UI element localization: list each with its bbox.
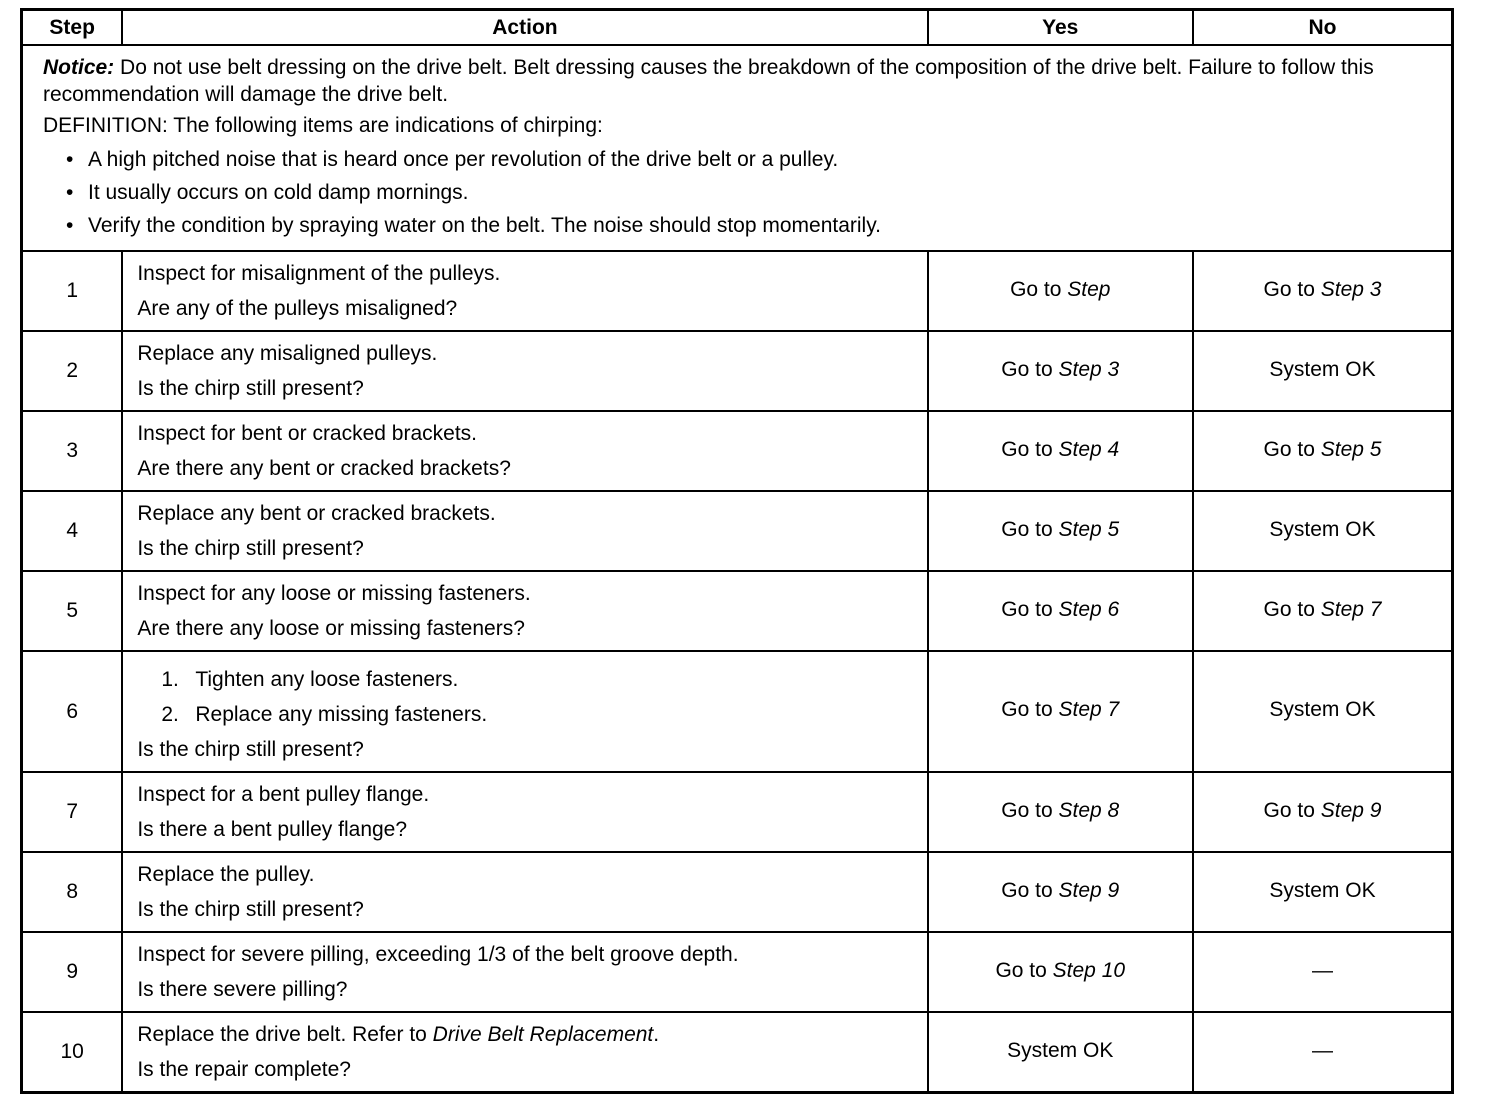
action-cell [122, 772, 927, 852]
definition-text: DEFINITION: The following items are indications of chirping: [43, 114, 603, 137]
step-number: 2 [22, 331, 123, 411]
step-row [22, 852, 1453, 932]
step-number: 10 [22, 1012, 123, 1093]
step-number: 3 [22, 411, 123, 491]
action-cell [122, 491, 927, 571]
substep [137, 662, 926, 697]
yes-cell [928, 571, 1193, 651]
action-cell [122, 411, 927, 491]
header-row [22, 10, 1453, 46]
no-prefix: Go to [1263, 277, 1321, 301]
action-cell [122, 852, 927, 932]
action-text: Inspect for severe pilling, exceeding 1/3 of the belt groove depth. [137, 943, 739, 966]
question-text: Is there a bent pulley flange? [137, 818, 408, 841]
yes-step-link[interactable]: Step 8 [1058, 798, 1120, 822]
question-text: Is the chirp still present? [137, 898, 364, 921]
notice-cell [22, 45, 1453, 251]
step-row [22, 772, 1453, 852]
yes-step-link[interactable]: Step 3 [1058, 357, 1120, 381]
no-prefix: System OK [1269, 357, 1376, 381]
yes-prefix: Go to [1001, 698, 1059, 721]
yes-cell [928, 331, 1193, 411]
yes-cell [928, 251, 1193, 331]
header-action: Action [122, 10, 927, 46]
yes-cell [928, 852, 1193, 932]
yes-prefix: Go to [1001, 517, 1059, 541]
no-dash: — [1312, 1038, 1333, 1062]
yes-prefix: Go to [995, 958, 1053, 982]
step-row [22, 932, 1453, 1012]
yes-step-link[interactable]: Step 7 [1058, 698, 1120, 721]
action-text: Replace any bent or cracked brackets. [137, 502, 496, 525]
definition-list [43, 143, 1431, 242]
no-cell [1193, 1012, 1453, 1093]
step-number: 9 [22, 932, 123, 1012]
no-prefix: Go to [1263, 437, 1321, 461]
action-text: Inspect for bent or cracked brackets. [137, 422, 478, 445]
action-text: Inspect for a bent pulley flange. [137, 783, 430, 806]
bullet-text: A high pitched noise that is heard once per revolution of the drive belt or a pulley. [88, 148, 839, 171]
question-text: Are there any loose or missing fasteners? [137, 617, 525, 640]
action-text-start: Replace the drive belt. Refer to [137, 1023, 433, 1046]
no-cell [1193, 932, 1453, 1012]
bullet-glyph: • [66, 181, 74, 204]
bullet-text: It usually occurs on cold damp mornings. [88, 181, 469, 204]
substep-text: Tighten any loose fasteners. [195, 668, 459, 691]
no-cell [1193, 491, 1453, 571]
yes-prefix: Go to [1001, 357, 1059, 381]
yes-step-link[interactable]: Step 10 [1052, 958, 1126, 982]
bullet-glyph: • [66, 148, 74, 171]
header-step: Step [22, 10, 123, 46]
action-text [137, 1017, 926, 1052]
question-text: Are any of the pulleys misaligned? [137, 297, 458, 320]
yes-cell [928, 491, 1193, 571]
no-cell [1193, 411, 1453, 491]
step-row [22, 651, 1453, 772]
step-row [22, 411, 1453, 491]
no-cell [1193, 331, 1453, 411]
yes-cell [928, 772, 1193, 852]
yes-prefix: System OK [1007, 1038, 1114, 1062]
step-number: 8 [22, 852, 123, 932]
step-row [22, 491, 1453, 571]
action-cell [122, 932, 927, 1012]
no-prefix: Go to [1263, 798, 1321, 822]
yes-prefix: Go to [1001, 878, 1059, 902]
bullet-glyph: • [66, 214, 74, 237]
header-yes: Yes [928, 10, 1193, 46]
action-cell [122, 651, 927, 772]
yes-prefix: Go to [1001, 437, 1059, 461]
no-cell [1193, 651, 1453, 772]
yes-prefix: Go to [1010, 277, 1068, 301]
definition-bullet [66, 143, 1431, 176]
step-row [22, 251, 1453, 331]
question-text: Is the chirp still present? [137, 377, 364, 400]
step-number: 1 [22, 251, 123, 331]
yes-cell [928, 411, 1193, 491]
substep-text: Replace any missing fasteners. [195, 703, 488, 726]
substep-number: 1. [161, 668, 179, 691]
question-text: Are there any bent or cracked brackets? [137, 457, 511, 480]
definition-bullet [66, 176, 1431, 209]
notice-label: Notice: [43, 56, 115, 79]
action-text: Replace the pulley. [137, 863, 315, 886]
no-cell [1193, 251, 1453, 331]
question-text: Is there severe pilling? [137, 978, 348, 1001]
notice-text: Do not use belt dressing on the drive belt. Belt dressing causes the breakdown of the composition of the drive belt. Failure to follow this recommendation will damage the drive belt. [43, 56, 1374, 106]
drive-belt-replacement-link[interactable]: Drive Belt Replacement [432, 1023, 654, 1046]
no-cell [1193, 852, 1453, 932]
yes-step-link[interactable]: Step 6 [1058, 597, 1120, 621]
action-cell [122, 331, 927, 411]
step-number: 4 [22, 491, 123, 571]
substep [137, 697, 926, 732]
step-row [22, 571, 1453, 651]
yes-cell [928, 1012, 1193, 1093]
no-prefix: System OK [1269, 878, 1376, 902]
no-step-link[interactable]: Step 9 [1320, 798, 1382, 822]
substep-number: 2. [161, 703, 179, 726]
question-text: Is the chirp still present? [137, 537, 364, 560]
yes-cell [928, 651, 1193, 772]
yes-prefix: Go to [1001, 597, 1059, 621]
step-number: 7 [22, 772, 123, 852]
yes-step-link[interactable]: Step 9 [1058, 878, 1120, 902]
action-text: Replace any misaligned pulleys. [137, 342, 438, 365]
no-step-link[interactable]: Step 7 [1320, 597, 1382, 621]
action-cell [122, 251, 927, 331]
action-cell [122, 571, 927, 651]
step-row [22, 1012, 1453, 1093]
yes-step-link[interactable]: Step 4 [1058, 437, 1120, 461]
header-no: No [1193, 10, 1453, 46]
diagnostic-table [20, 8, 1454, 1094]
action-text: Inspect for any loose or missing fasteners. [137, 582, 531, 605]
no-step-link[interactable]: Step 3 [1320, 277, 1382, 301]
yes-step-link[interactable]: Step 5 [1058, 517, 1120, 541]
no-prefix: Go to [1263, 597, 1321, 621]
step-number: 5 [22, 571, 123, 651]
no-prefix: System OK [1269, 698, 1376, 721]
notice-row [22, 45, 1453, 251]
no-prefix: System OK [1269, 517, 1376, 541]
question-text: Is the chirp still present? [137, 738, 364, 761]
definition-bullet [66, 209, 1431, 242]
step-number: 6 [22, 651, 123, 772]
action-cell [122, 1012, 927, 1093]
no-cell [1193, 571, 1453, 651]
no-step-link[interactable]: Step 5 [1320, 437, 1382, 461]
action-text-end: . [653, 1023, 660, 1046]
yes-cell [928, 932, 1193, 1012]
notice-paragraph [43, 54, 1431, 108]
no-cell [1193, 772, 1453, 852]
bullet-text: Verify the condition by spraying water on the belt. The noise should stop momentarily. [88, 214, 881, 237]
yes-prefix: Go to [1001, 798, 1059, 822]
action-text: Inspect for misalignment of the pulleys. [137, 262, 501, 285]
step-row [22, 331, 1453, 411]
yes-step-link[interactable]: Step [1067, 277, 1111, 301]
no-dash: — [1312, 958, 1333, 982]
question-text: Is the repair complete? [137, 1058, 351, 1081]
